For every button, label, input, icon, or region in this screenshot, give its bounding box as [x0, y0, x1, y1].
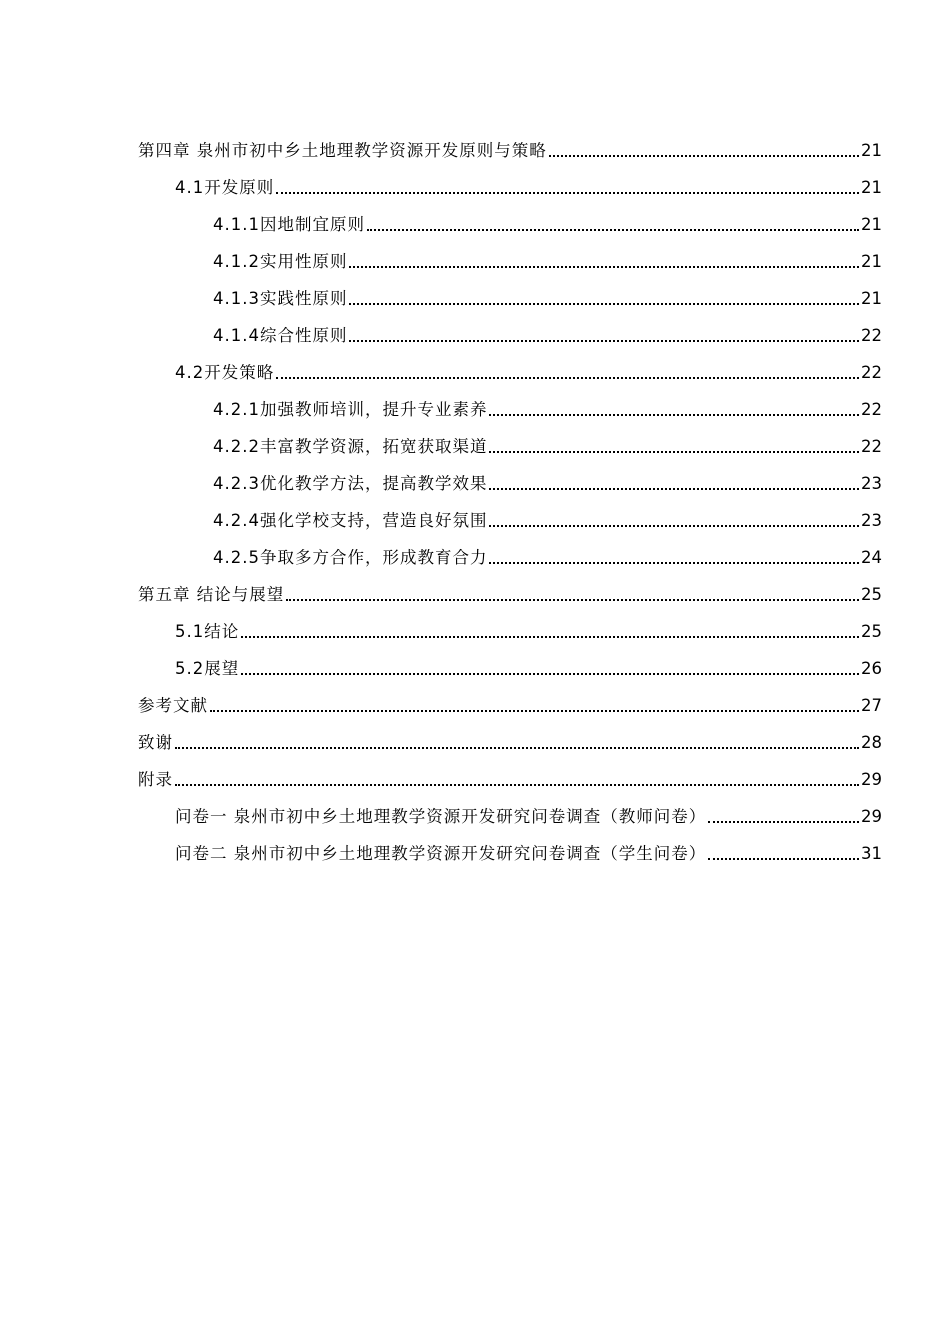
- toc-page-number: 21: [861, 252, 882, 271]
- toc-entry-acknowledgements[interactable]: [138, 730, 882, 756]
- toc-entry-chapter-5[interactable]: [138, 582, 882, 608]
- toc-page-number: 22: [861, 437, 882, 456]
- toc-dot-leader: [175, 784, 859, 786]
- toc-dot-leader: [241, 673, 859, 675]
- toc-dot-leader: [175, 747, 859, 749]
- toc-entry-5-1[interactable]: [175, 619, 882, 645]
- toc-entry-4-2-1[interactable]: [213, 397, 882, 423]
- toc-entry-title: 附录: [138, 770, 173, 789]
- toc-dot-leader: [349, 303, 859, 305]
- toc-page-number: 21: [861, 141, 882, 160]
- toc-entry-4-1-3[interactable]: [213, 286, 882, 312]
- toc-page-number: 21: [861, 289, 882, 308]
- toc-entry-4-2-3[interactable]: [213, 471, 882, 497]
- toc-entry-questionnaire-1[interactable]: [175, 804, 882, 830]
- toc-entry-5-2[interactable]: [175, 656, 882, 682]
- toc-dot-leader: [708, 821, 859, 823]
- toc-page-number: 31: [861, 844, 882, 863]
- toc-dot-leader: [349, 340, 859, 342]
- toc-dot-leader: [489, 414, 859, 416]
- toc-entry-title: 4.1.1因地制宜原则: [213, 215, 365, 234]
- toc-entry-4-1-4[interactable]: [213, 323, 882, 349]
- toc-entry-title: 4.1.2实用性原则: [213, 252, 348, 271]
- toc-entry-4-1[interactable]: [175, 175, 882, 201]
- toc-dot-leader: [286, 599, 859, 601]
- toc-entry-title: 问卷一 泉州市初中乡土地理教学资源开发研究问卷调查（教师问卷）: [175, 807, 707, 826]
- toc-entry-title: 4.2.5争取多方合作，形成教育合力: [213, 548, 488, 567]
- toc-page-number: 22: [861, 400, 882, 419]
- toc-dot-leader: [349, 266, 859, 268]
- toc-entry-title: 参考文献: [138, 696, 208, 715]
- toc-entry-4-2-2[interactable]: [213, 434, 882, 460]
- toc-page-number: 21: [861, 178, 882, 197]
- toc-entry-4-1-1[interactable]: [213, 212, 882, 238]
- toc-entry-title: 第四章 泉州市初中乡土地理教学资源开发原则与策略: [138, 141, 547, 160]
- toc-entry-references[interactable]: [138, 693, 882, 719]
- toc-dot-leader: [367, 229, 859, 231]
- toc-page-number: 29: [861, 807, 882, 826]
- toc-dot-leader: [241, 636, 859, 638]
- toc-page-number: 21: [861, 215, 882, 234]
- toc-page-number: 29: [861, 770, 882, 789]
- toc-dot-leader: [489, 451, 859, 453]
- toc-entry-title: 4.2.2丰富教学资源，拓宽获取渠道: [213, 437, 488, 456]
- toc-dot-leader: [489, 562, 859, 564]
- toc-entry-title: 第五章 结论与展望: [138, 585, 285, 604]
- toc-page-number: 25: [861, 585, 882, 604]
- toc-page-number: 28: [861, 733, 882, 752]
- toc-entry-appendix[interactable]: [138, 767, 882, 793]
- toc-page-number: 23: [861, 511, 882, 530]
- toc-dot-leader: [276, 377, 859, 379]
- toc-entry-title: 5.2展望: [175, 659, 240, 678]
- toc-entry-title: 4.2.1加强教师培训，提升专业素养: [213, 400, 488, 419]
- toc-entry-4-2-4[interactable]: [213, 508, 882, 534]
- toc-entry-4-1-2[interactable]: [213, 249, 882, 275]
- toc-entry-chapter-4[interactable]: [138, 138, 882, 164]
- toc-dot-leader: [489, 525, 859, 527]
- toc-dot-leader: [489, 488, 859, 490]
- toc-entry-title: 4.2.3优化教学方法，提高教学效果: [213, 474, 488, 493]
- toc-entry-title: 4.2.4强化学校支持，营造良好氛围: [213, 511, 488, 530]
- toc-entry-title: 问卷二 泉州市初中乡土地理教学资源开发研究问卷调查（学生问卷）: [175, 844, 707, 863]
- toc-dot-leader: [708, 858, 859, 860]
- toc-entry-4-2-5[interactable]: [213, 545, 882, 571]
- toc-page-number: 26: [861, 659, 882, 678]
- toc-entry-4-2[interactable]: [175, 360, 882, 386]
- toc-entry-title: 4.1.3实践性原则: [213, 289, 348, 308]
- toc-dot-leader: [549, 155, 859, 157]
- toc-page-number: 22: [861, 326, 882, 345]
- toc-dot-leader: [210, 710, 859, 712]
- toc-page-number: 25: [861, 622, 882, 641]
- toc-entry-title: 4.2开发策略: [175, 363, 275, 382]
- toc-page-number: 24: [861, 548, 882, 567]
- toc-dot-leader: [276, 192, 859, 194]
- toc-page-number: 27: [861, 696, 882, 715]
- toc-entry-title: 4.1.4综合性原则: [213, 326, 348, 345]
- toc-page-number: 23: [861, 474, 882, 493]
- toc-entry-title: 5.1结论: [175, 622, 240, 641]
- toc-entry-title: 致谢: [138, 733, 173, 752]
- toc-entry-questionnaire-2[interactable]: [175, 841, 882, 867]
- toc-page-number: 22: [861, 363, 882, 382]
- toc-entry-title: 4.1开发原则: [175, 178, 275, 197]
